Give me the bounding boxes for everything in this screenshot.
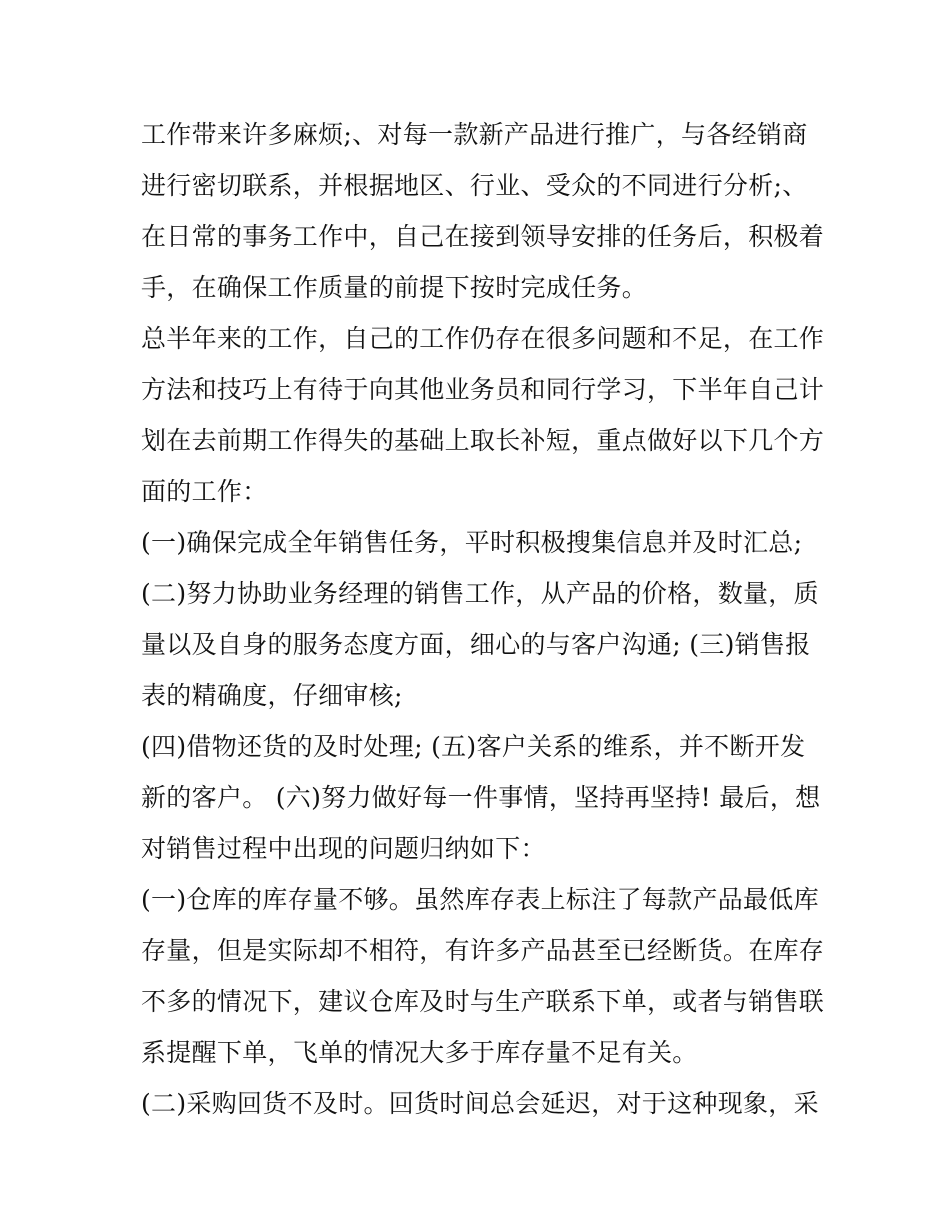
- text-line-17: 存量，但是实际却不相符，有许多产品甚至已经断货。在库存: [141, 936, 825, 965]
- text-line-2: 进行密切联系，并根据地区、行业、受众的不同进行分析;、: [141, 171, 808, 200]
- text-line-20: (二)采购回货不及时。回货时间总会延迟，对于这种现象，采: [141, 1089, 819, 1118]
- text-line-9: (一)确保完成全年销售任务，平时积极搜集信息并及时汇总;: [141, 528, 803, 557]
- text-line-15: 对销售过程中出现的问题归纳如下：: [141, 834, 546, 863]
- text-line-11: 量以及自身的服务态度方面，细心的与客户沟通; (三)销售报: [141, 630, 811, 659]
- text-line-13: (四)借物还货的及时处理; (五)客户关系的维系，并不断开发: [141, 732, 806, 761]
- text-line-7: 划在去前期工作得失的基础上取长补短，重点做好以下几个方: [141, 426, 825, 455]
- text-line-14: 新的客户。 (六)努力做好每一件事情，坚持再坚持! 最后，想: [141, 783, 821, 812]
- text-line-10: (二)努力协助业务经理的销售工作，从产品的价格，数量，质: [141, 579, 819, 608]
- text-line-5: 总半年来的工作，自己的工作仍存在很多问题和不足，在工作: [141, 324, 825, 353]
- text-line-18: 不多的情况下，建议仓库及时与生产联系下单，或者与销售联: [141, 987, 825, 1016]
- text-line-16: (一)仓库的库存量不够。虽然库存表上标注了每款产品最低库: [141, 885, 819, 914]
- text-line-3: 在日常的事务工作中，自己在接到领导安排的任务后，积极着: [141, 222, 825, 251]
- document-body: [141, 109, 825, 1129]
- text-line-6: 方法和技巧上有待于向其他业务员和同行学习，下半年自己计: [141, 375, 825, 404]
- text-line-1: 工作带来许多麻烦;、对每一款新产品进行推广，与各经销商: [141, 120, 808, 149]
- text-line-8: 面的工作：: [141, 477, 268, 506]
- text-line-19: 系提醒下单，飞单的情况大多于库存量不足有关。: [141, 1038, 698, 1067]
- text-line-4: 手，在确保工作质量的前提下按时完成任务。: [141, 273, 648, 302]
- text-line-12: 表的精确度，仔细审核;: [141, 681, 403, 710]
